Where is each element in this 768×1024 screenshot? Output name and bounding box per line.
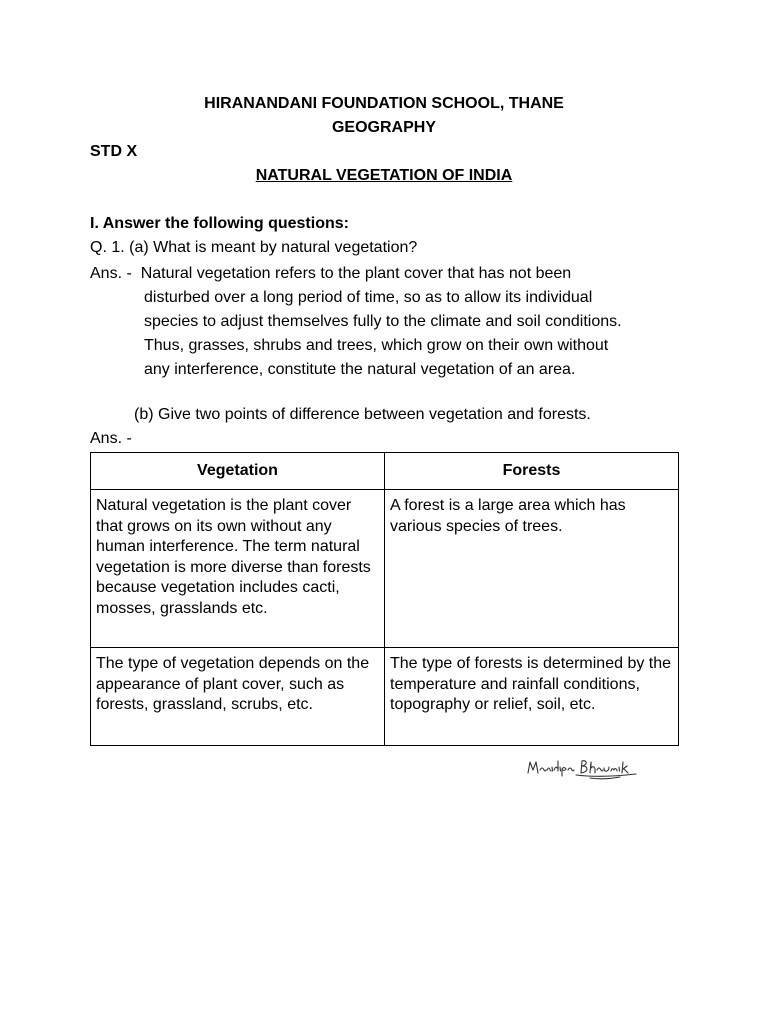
table-cell-vegetation: The type of vegetation depends on the appearance of plant cover, such as forests, grassland, scrubs, etc. bbox=[91, 648, 385, 746]
answer-line: any interference, constitute the natural vegetation of an area. bbox=[144, 361, 576, 378]
answer-line: species to adjust themselves fully to the climate and soil conditions. bbox=[144, 313, 622, 330]
answer-prefix: Ans. - bbox=[90, 265, 141, 282]
table-cell-forests: A forest is a large area which has various species of trees. bbox=[385, 490, 679, 648]
table-cell-forests: The type of forests is determined by the temperature and rainfall conditions, topography or relief, soil, etc. bbox=[385, 648, 679, 746]
table-cell-vegetation: Natural vegetation is the plant cover that grows on its own without any human interference. The term natural vegetation is more diverse than forests because vegetation includes cacti, mosses, grasslands etc. bbox=[91, 490, 385, 648]
handwritten-signature bbox=[524, 753, 656, 781]
question-1a: Q. 1. (a) What is meant by natural vegetation? bbox=[90, 239, 418, 256]
question-1b: (b) Give two points of difference between vegetation and forests. bbox=[134, 406, 591, 423]
table-row bbox=[91, 648, 679, 746]
answer-line: Thus, grasses, shrubs and trees, which grow on their own without bbox=[144, 337, 609, 354]
chapter-title: NATURAL VEGETATION OF INDIA bbox=[255, 167, 513, 184]
header-vegetation: Vegetation bbox=[91, 453, 385, 490]
school-name: HIRANANDANI FOUNDATION SCHOOL, THANE bbox=[204, 95, 564, 112]
answer-line: Natural vegetation refers to the plant cover that has not been bbox=[140, 265, 572, 282]
answer-1b-prefix: Ans. - bbox=[90, 430, 132, 447]
table-header-row bbox=[91, 453, 679, 490]
standard-label: STD X bbox=[90, 143, 138, 160]
header-forests: Forests bbox=[385, 453, 679, 490]
answer-1a bbox=[90, 262, 680, 382]
answer-line: disturbed over a long period of time, so as to allow its individual bbox=[144, 289, 593, 306]
section-heading: I. Answer the following questions: bbox=[90, 215, 349, 232]
table-row bbox=[91, 490, 679, 648]
subject-title: GEOGRAPHY bbox=[331, 119, 436, 136]
difference-table bbox=[90, 452, 679, 746]
